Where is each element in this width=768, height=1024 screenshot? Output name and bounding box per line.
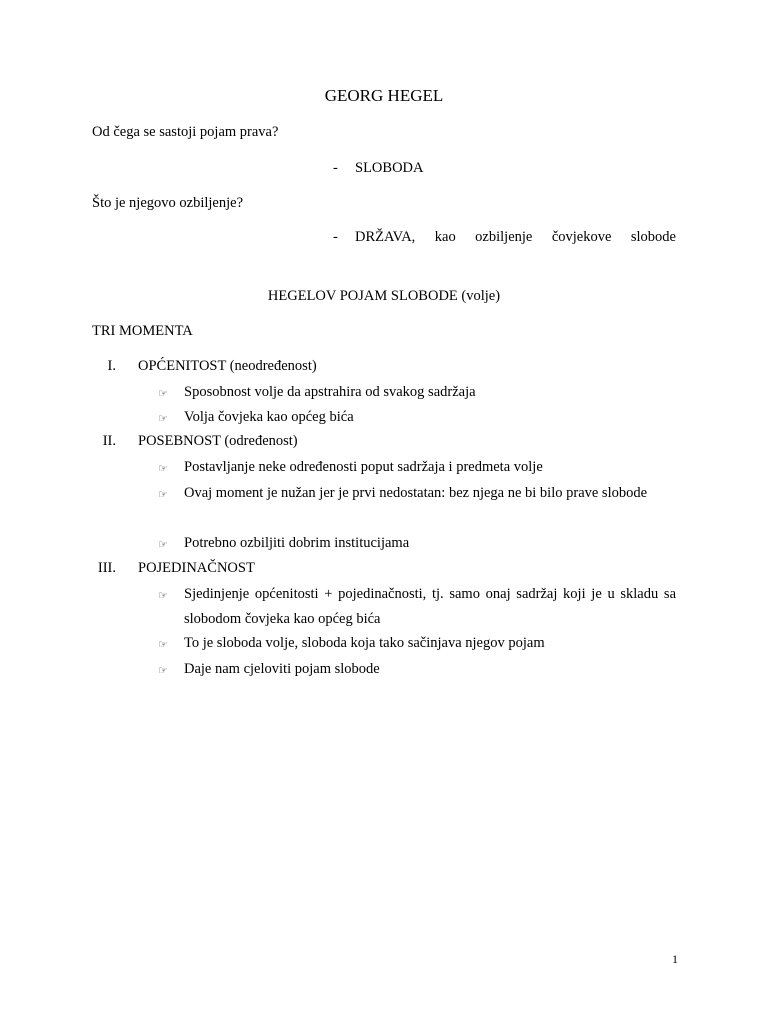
moment-2-numeral: II. [102,433,116,449]
answer-1 [333,160,676,177]
moment-1 [84,358,684,375]
list-item-text: Daje nam cjeloviti pojam slobode [184,661,380,677]
answer-2-text: DRŽAVA, kao ozbiljenje čovjekove slobode [355,229,676,245]
pointing-hand-icon: ☞ [158,387,168,400]
moment-3 [84,560,684,577]
moment-1-label: OPĆENITOST (neodređenost) [138,358,317,374]
moment-3-numeral: III. [97,560,116,576]
section-subtitle: HEGELOV POJAM SLOBODE (volje) [267,288,501,304]
pointing-hand-icon: ☞ [158,462,168,475]
question-2: Što je njegovo ozbiljenje? [92,195,244,211]
list-item [158,455,676,481]
list-item-text: Sposobnost volje da apstrahira od svakog sadržaja [184,384,476,400]
question-1: Od čega se sastoji pojam prava? [92,124,279,140]
list-item [158,531,676,557]
moment-3-label: POJEDINAČNOST [138,560,255,576]
list-item [158,380,676,406]
moment-1-numeral: I. [107,358,116,374]
list-item-text: Ovaj moment je nužan jer je prvi nedostatan: bez njega ne bi bilo prave slobode [184,485,648,501]
document-title: GEORG HEGEL [324,86,444,105]
pointing-hand-icon: ☞ [158,538,168,551]
pointing-hand-icon: ☞ [158,412,168,425]
list-item [158,582,676,632]
pointing-hand-icon: ☞ [158,664,168,677]
moment-2 [84,433,684,450]
list-item-text: To je sloboda volje, sloboda koja tako sačinjava njegov pojam [184,635,545,651]
answer-1-text: SLOBODA [355,160,424,176]
pointing-hand-icon: ☞ [158,589,168,602]
list-item-text: Postavljanje neke određenosti poput sadržaja i predmeta volje [184,459,543,475]
list-item [158,631,676,657]
pointing-hand-icon: ☞ [158,638,168,651]
answer-2 [333,229,676,246]
pointing-hand-icon: ☞ [158,488,168,501]
list-item-text: Sjedinjenje općenitosti + pojedinačnosti, tj. samo onaj sadržaj koji je u skladu sa slobodom čovjeka kao općeg bića [184,586,676,627]
section-heading: TRI MOMENTA [92,323,193,339]
list-item-text: Potrebno ozbiljiti dobrim institucijama [184,535,410,551]
answer-1-dash: - [333,160,338,176]
list-item-text: Volja čovjeka kao općeg bića [184,409,354,425]
list-item [158,657,676,683]
answer-2-dash: - [333,229,338,245]
moment-2-label: POSEBNOST (određenost) [138,433,298,449]
list-item [158,481,676,507]
page-number: 1 [672,952,678,966]
list-item [158,405,676,431]
